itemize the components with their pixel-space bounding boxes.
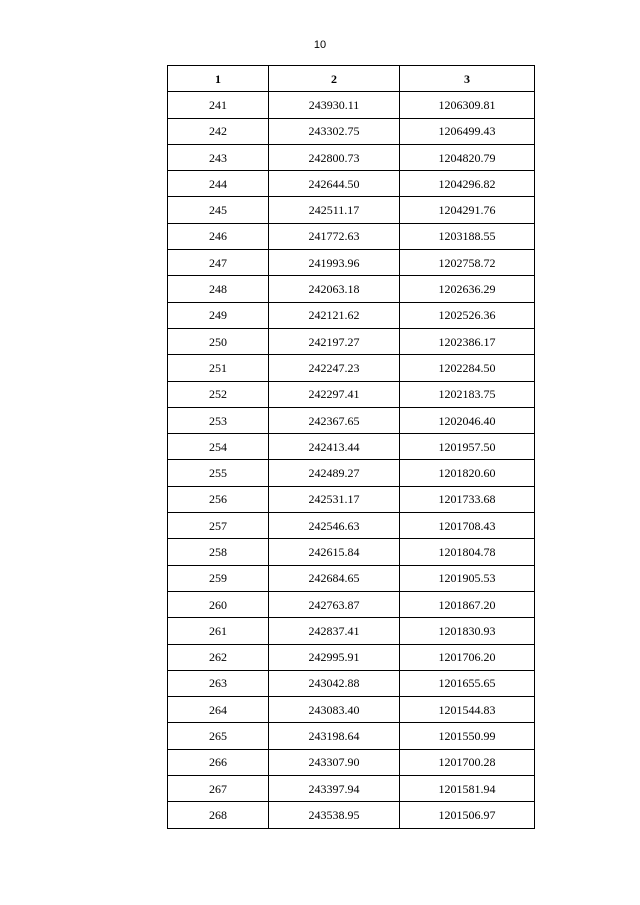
cell-x-coordinate: 242763.87 (269, 591, 400, 617)
cell-point-number: 250 (168, 328, 269, 354)
table-row (168, 118, 535, 144)
cell-point-number: 257 (168, 513, 269, 539)
table-row (168, 434, 535, 460)
cell-point-number: 255 (168, 460, 269, 486)
cell-point-number: 262 (168, 644, 269, 670)
cell-x-coordinate: 242644.50 (269, 171, 400, 197)
cell-x-coordinate: 241772.63 (269, 223, 400, 249)
cell-point-number: 261 (168, 618, 269, 644)
cell-x-coordinate: 242413.44 (269, 434, 400, 460)
column-header-x: 2 (269, 66, 400, 92)
cell-y-coordinate: 1201804.78 (400, 539, 535, 565)
cell-y-coordinate: 1206499.43 (400, 118, 535, 144)
cell-point-number: 264 (168, 697, 269, 723)
table-row (168, 302, 535, 328)
cell-point-number: 258 (168, 539, 269, 565)
table-body (168, 92, 535, 828)
cell-y-coordinate: 1201706.20 (400, 644, 535, 670)
cell-y-coordinate: 1201820.60 (400, 460, 535, 486)
cell-point-number: 256 (168, 486, 269, 512)
cell-y-coordinate: 1201550.99 (400, 723, 535, 749)
table-row (168, 618, 535, 644)
table-row (168, 802, 535, 828)
cell-y-coordinate: 1202284.50 (400, 355, 535, 381)
cell-y-coordinate: 1201700.28 (400, 749, 535, 775)
cell-point-number: 253 (168, 407, 269, 433)
cell-point-number: 267 (168, 776, 269, 802)
cell-point-number: 259 (168, 565, 269, 591)
column-header-y: 3 (400, 66, 535, 92)
cell-x-coordinate: 242995.91 (269, 644, 400, 670)
cell-x-coordinate: 243307.90 (269, 749, 400, 775)
cell-x-coordinate: 243397.94 (269, 776, 400, 802)
cell-y-coordinate: 1201957.50 (400, 434, 535, 460)
cell-point-number: 266 (168, 749, 269, 775)
cell-y-coordinate: 1203188.55 (400, 223, 535, 249)
cell-point-number: 248 (168, 276, 269, 302)
table-row (168, 670, 535, 696)
cell-x-coordinate: 242063.18 (269, 276, 400, 302)
cell-point-number: 246 (168, 223, 269, 249)
table-row (168, 92, 535, 118)
table-header-row (168, 66, 535, 92)
cell-x-coordinate: 242546.63 (269, 513, 400, 539)
cell-x-coordinate: 242197.27 (269, 328, 400, 354)
cell-x-coordinate: 242489.27 (269, 460, 400, 486)
table-row (168, 144, 535, 170)
cell-x-coordinate: 243198.64 (269, 723, 400, 749)
cell-x-coordinate: 241993.96 (269, 250, 400, 276)
column-header-point: 1 (168, 66, 269, 92)
cell-y-coordinate: 1204820.79 (400, 144, 535, 170)
cell-y-coordinate: 1201708.43 (400, 513, 535, 539)
cell-y-coordinate: 1204291.76 (400, 197, 535, 223)
coordinates-table (167, 65, 535, 829)
cell-y-coordinate: 1201905.53 (400, 565, 535, 591)
cell-x-coordinate: 242684.65 (269, 565, 400, 591)
table-row (168, 644, 535, 670)
table-row (168, 486, 535, 512)
cell-point-number: 244 (168, 171, 269, 197)
cell-x-coordinate: 242511.17 (269, 197, 400, 223)
table-row (168, 565, 535, 591)
cell-x-coordinate: 242837.41 (269, 618, 400, 644)
cell-x-coordinate: 242247.23 (269, 355, 400, 381)
cell-y-coordinate: 1201867.20 (400, 591, 535, 617)
cell-point-number: 247 (168, 250, 269, 276)
cell-y-coordinate: 1206309.81 (400, 92, 535, 118)
cell-y-coordinate: 1201733.68 (400, 486, 535, 512)
table-row (168, 407, 535, 433)
cell-y-coordinate: 1202046.40 (400, 407, 535, 433)
table-row (168, 276, 535, 302)
cell-y-coordinate: 1201506.97 (400, 802, 535, 828)
table-row (168, 539, 535, 565)
cell-y-coordinate: 1202183.75 (400, 381, 535, 407)
cell-x-coordinate: 243042.88 (269, 670, 400, 696)
table-row (168, 355, 535, 381)
cell-point-number: 265 (168, 723, 269, 749)
table-row (168, 513, 535, 539)
cell-y-coordinate: 1202386.17 (400, 328, 535, 354)
cell-x-coordinate: 242297.41 (269, 381, 400, 407)
table-row (168, 171, 535, 197)
table-row (168, 223, 535, 249)
cell-y-coordinate: 1202526.36 (400, 302, 535, 328)
cell-y-coordinate: 1204296.82 (400, 171, 535, 197)
cell-x-coordinate: 243930.11 (269, 92, 400, 118)
table-row (168, 328, 535, 354)
table-row (168, 591, 535, 617)
table-row (168, 197, 535, 223)
cell-point-number: 252 (168, 381, 269, 407)
table-row (168, 381, 535, 407)
cell-x-coordinate: 243083.40 (269, 697, 400, 723)
cell-x-coordinate: 243538.95 (269, 802, 400, 828)
cell-point-number: 263 (168, 670, 269, 696)
cell-x-coordinate: 242531.17 (269, 486, 400, 512)
cell-point-number: 251 (168, 355, 269, 381)
cell-x-coordinate: 243302.75 (269, 118, 400, 144)
cell-x-coordinate: 242121.62 (269, 302, 400, 328)
cell-y-coordinate: 1201830.93 (400, 618, 535, 644)
table-row (168, 749, 535, 775)
cell-point-number: 243 (168, 144, 269, 170)
table-row (168, 250, 535, 276)
cell-point-number: 249 (168, 302, 269, 328)
table-row (168, 776, 535, 802)
cell-point-number: 241 (168, 92, 269, 118)
cell-y-coordinate: 1201544.83 (400, 697, 535, 723)
cell-x-coordinate: 242800.73 (269, 144, 400, 170)
cell-point-number: 254 (168, 434, 269, 460)
cell-point-number: 260 (168, 591, 269, 617)
page-number: 10 (313, 39, 327, 51)
cell-y-coordinate: 1201655.65 (400, 670, 535, 696)
cell-y-coordinate: 1202636.29 (400, 276, 535, 302)
cell-point-number: 268 (168, 802, 269, 828)
cell-x-coordinate: 242367.65 (269, 407, 400, 433)
cell-point-number: 242 (168, 118, 269, 144)
cell-y-coordinate: 1202758.72 (400, 250, 535, 276)
cell-point-number: 245 (168, 197, 269, 223)
table-row (168, 697, 535, 723)
cell-x-coordinate: 242615.84 (269, 539, 400, 565)
table-row (168, 460, 535, 486)
cell-y-coordinate: 1201581.94 (400, 776, 535, 802)
table-row (168, 723, 535, 749)
